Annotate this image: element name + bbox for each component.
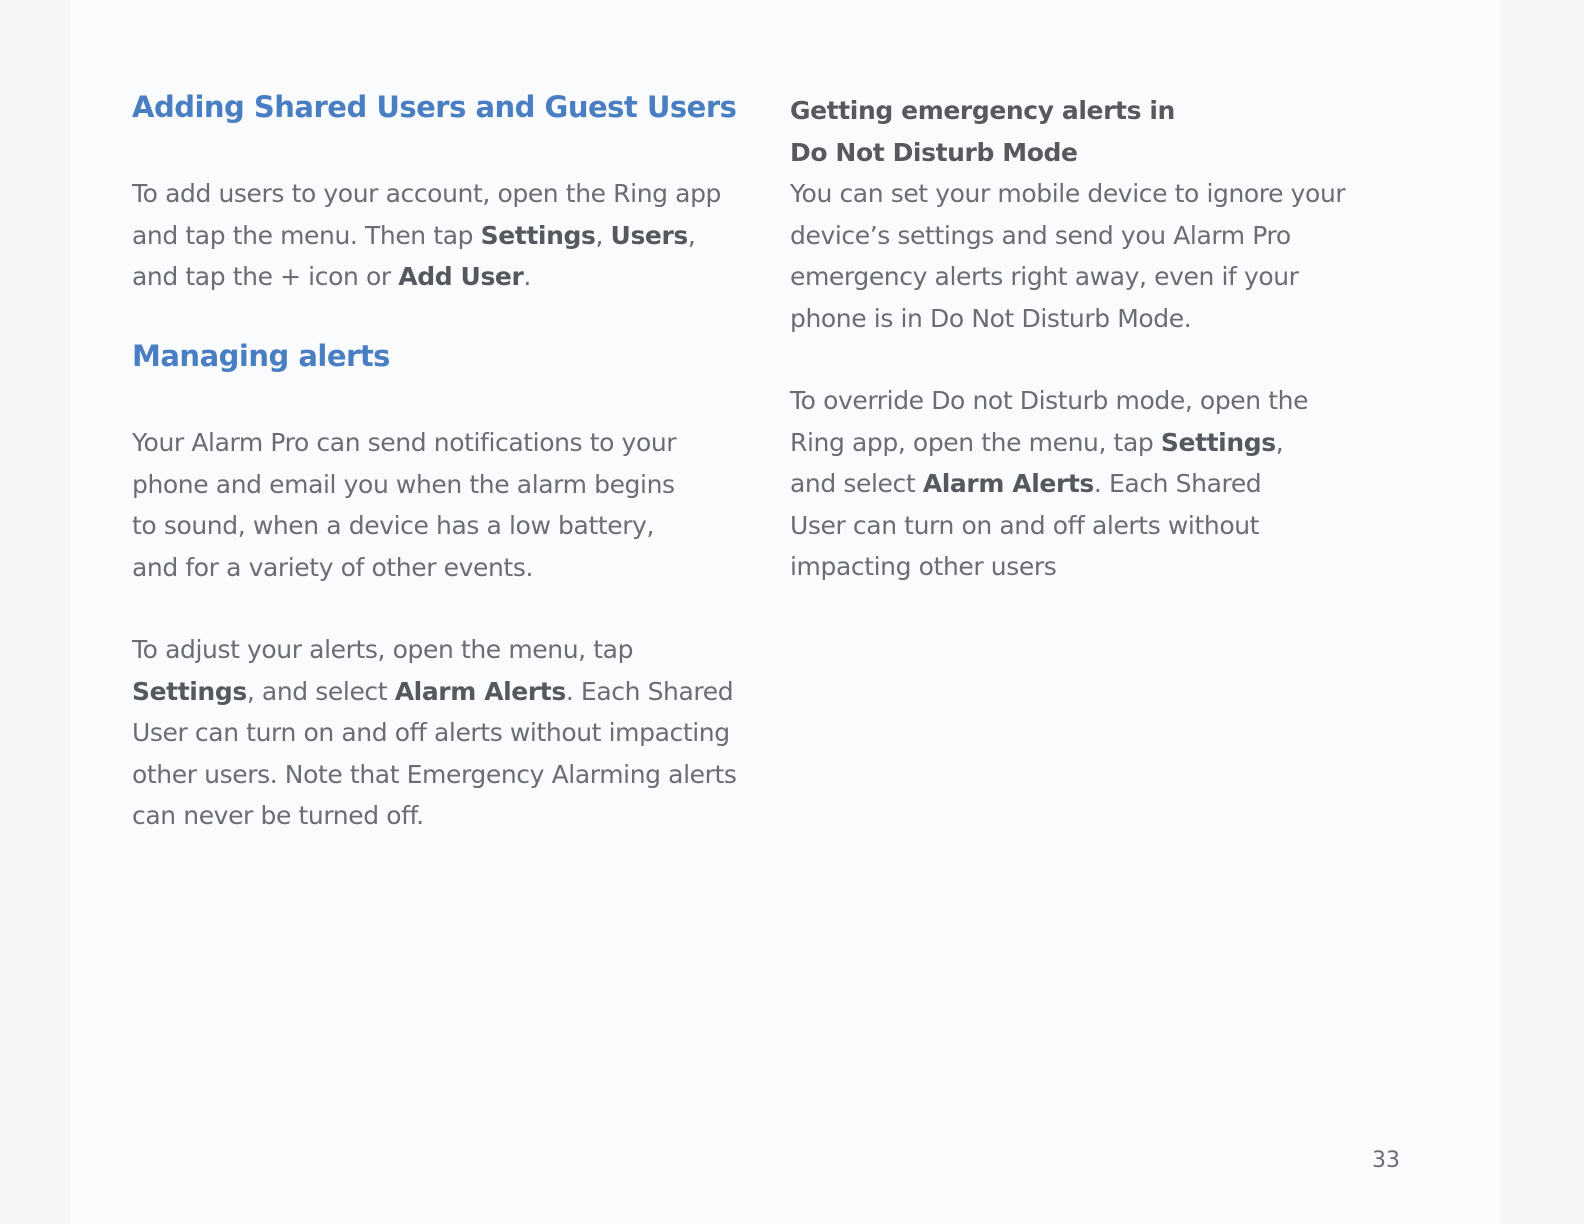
bold-settings: Settings (132, 676, 247, 706)
text-run: To add users to your account, open the Ring app and tap the menu. Then tap (132, 179, 722, 250)
bold-add-user: Add User (398, 262, 524, 291)
subheading-emergency-alerts (790, 90, 1175, 173)
text-run: To adjust your alerts, open the menu, tap (132, 635, 634, 664)
bold-alarm-alerts: Alarm Alerts (922, 469, 1094, 498)
text-run: . Each Shared User can turn on and off alerts without impacting other users (790, 469, 1262, 581)
bold-users: Users (610, 220, 688, 250)
paragraph-adjust-alerts (132, 629, 747, 837)
bold-settings: Settings (1160, 427, 1276, 457)
heading-adding-shared-users: Adding Shared Users and Guest Users (132, 90, 737, 124)
text-run: To override Do not Disturb mode, open the Ring app, open the menu, tap (790, 386, 1309, 457)
text-run: , and select (246, 676, 395, 706)
subheading-line: Getting emergency alerts in (790, 96, 1175, 125)
bold-settings: Settings (480, 220, 596, 250)
subheading-line: Do Not Disturb Mode (790, 137, 1078, 167)
paragraph-notifications: Your Alarm Pro can send notifications to your phone and email you when the alarm begins to sound, when a device has a low battery, and for a variety of other events. (132, 428, 677, 582)
heading-managing-alerts: Managing alerts (132, 339, 390, 373)
text-run: , and select (790, 427, 1284, 498)
text-run: . Each Shared User can turn on and off alerts without impacting other users. Note that Emergency Alarming alerts can never be turned off. (132, 676, 737, 830)
paragraph-ignore-settings: You can set your mobile device to ignore your device’s settings and send you Alarm Pro emergency alerts right away, even if your phone is in Do Not Disturb Mode. (790, 179, 1346, 333)
text-run: , and tap the + icon or (132, 220, 696, 291)
paragraph-add-users (132, 173, 722, 298)
page-number: 33 (1372, 1148, 1400, 1173)
text-run: , (595, 220, 611, 250)
bold-alarm-alerts: Alarm Alerts (394, 676, 566, 706)
paragraph-override-dnd (790, 380, 1320, 588)
text-run: . (523, 262, 531, 291)
